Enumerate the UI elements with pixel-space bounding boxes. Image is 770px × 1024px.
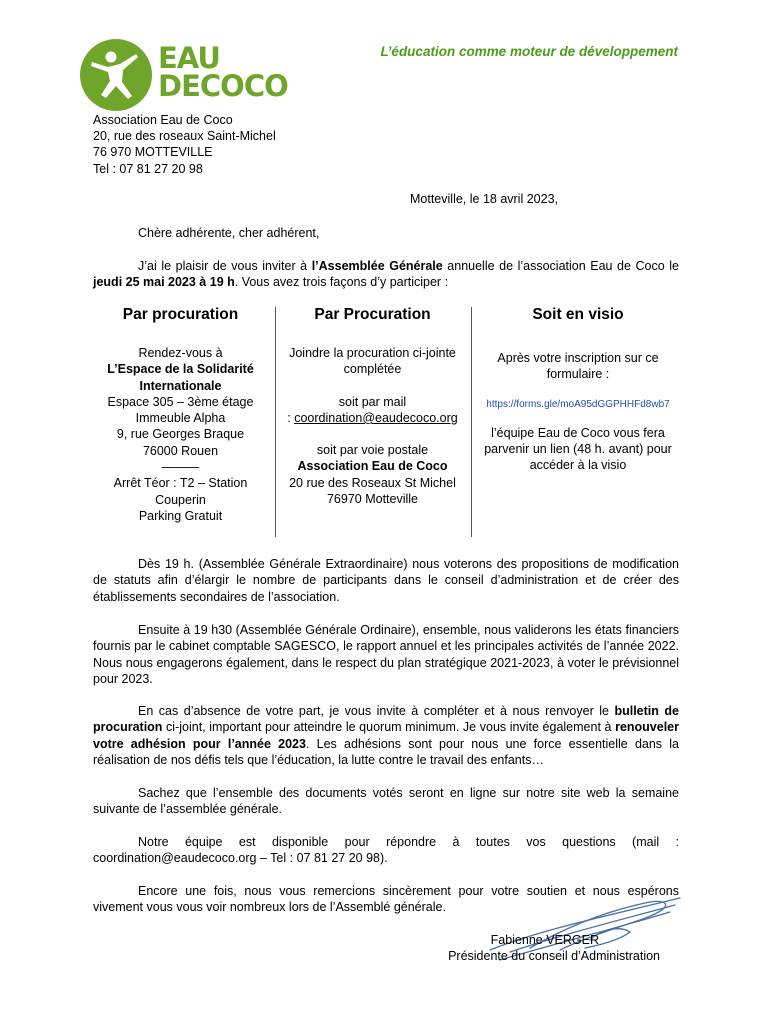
paragraph-documents: Sachez que l’ensemble des documents votés seront en ligne sur notre site web la semaine suivante de l’assemblée générale. <box>93 786 679 817</box>
sender-address <box>93 112 276 177</box>
address-street: 20, rue des roseaux Saint-Michel <box>93 129 276 144</box>
signatory-role: Présidente du conseil d’Administration <box>448 949 660 963</box>
date-line: Motteville, le 18 avril 2023, <box>410 192 558 206</box>
column-title: Par procuration <box>122 306 239 323</box>
email-link[interactable]: coordination@eaudecoco.org <box>294 410 458 425</box>
column-title: Par Procuration <box>314 306 431 323</box>
greeting: Chère adhérente, cher adhérent, <box>138 226 320 240</box>
column-divider <box>275 307 276 537</box>
paragraph-age-ordinaire: Ensuite à 19 h30 (Assemblée Générale Ordinaire), ensemble, nous validerons les états financiers fournis par le cabinet comptable SAGESCO, le rapport annuel et les principales activités de l’année 2022. Nous nous engagerons également, dans le respect du plan stratégique 2021-2023, à voter le prévisionnel pour 2023. <box>93 623 679 686</box>
association-name: Association Eau de Coco <box>93 113 233 127</box>
paragraph-contact: Notre équipe est disponible pour répondre à toutes vos questions (mail : coordination@eaudecoco.org – Tel : 07 81 27 20 98). <box>93 835 679 866</box>
column-title: Soit en visio <box>532 306 624 323</box>
paragraph-thanks: Encore une fois, nous vous remercions sincèrement pour votre soutien et nous espérons vivement vous vous voir nombreux lors de l’Assemblé générale. <box>93 884 679 915</box>
paragraph-procuration: En cas d’absence de votre part, je vous invite à compléter et à nous renvoyer le bulletin de procuration ci-joint, important pour atteindre le quorum minimum. Je vous invite également à renouveler votre adhésion pour l’année 2023. Les adhésions sont pour nous une force essentielle dans la réalisation de nos défis tels que l’éducation, la lutte contre le travail des enfants… <box>93 704 680 767</box>
column-procuration-mail: Par Procuration Joindre la procuration ci-jointe complétée soit par mail : coordination@eaudecoco.org soit par voie postale Association Eau de Coco 20 rue des Roseaux St Michel 76970 Motteville <box>280 305 465 507</box>
address-tel: Tel : 07 81 27 20 98 <box>93 161 203 176</box>
address-city: 76 970 MOTTEVILLE <box>93 145 213 160</box>
logo-person-icon <box>78 38 154 112</box>
column-procuration-onsite: Par procuration Rendez-vous à L’Espace de la Solidarité Internationale Espace 305 – 3ème étage Immeuble Alpha 9, rue Georges Braque 76000 Rouen ——— Arrêt Téor : T2 – Station Couperin Parking Gratuit <box>88 305 273 524</box>
logo-line-1: EAU <box>158 41 220 75</box>
form-link[interactable]: https://forms.gle/moA95dGGPHHFd8wb7 <box>486 398 670 410</box>
signatory-name: Fabienne VERGER <box>490 933 599 947</box>
paragraph-age-extraordinaire: Dès 19 h. (Assemblée Générale Extraordinaire) nous voterons des propositions de modification de statuts afin d’élargir le nombre de participants dans le conseil d’administration et de créer des établissements secondaires de l’association. <box>93 557 679 604</box>
tagline: L’éducation comme moteur de développement <box>380 44 678 59</box>
column-divider <box>471 307 472 537</box>
intro-paragraph: J’ai le plaisir de vous inviter à l’Assemblée Générale annuelle de l’association Eau de Coco le jeudi 25 mai 2023 à 19 h. Vous avez trois façons d’y participer : <box>93 259 680 290</box>
logo <box>78 38 293 112</box>
logo-line-2: DECOCO <box>158 69 288 103</box>
column-visio: Soit en visio Après votre inscription sur ce formulaire : https://forms.gle/moA95dGGPHHFd8wb7 l’équipe Eau de Coco vous fera parvenir un lien (48 h. avant) pour accéder à la visio <box>478 305 678 474</box>
